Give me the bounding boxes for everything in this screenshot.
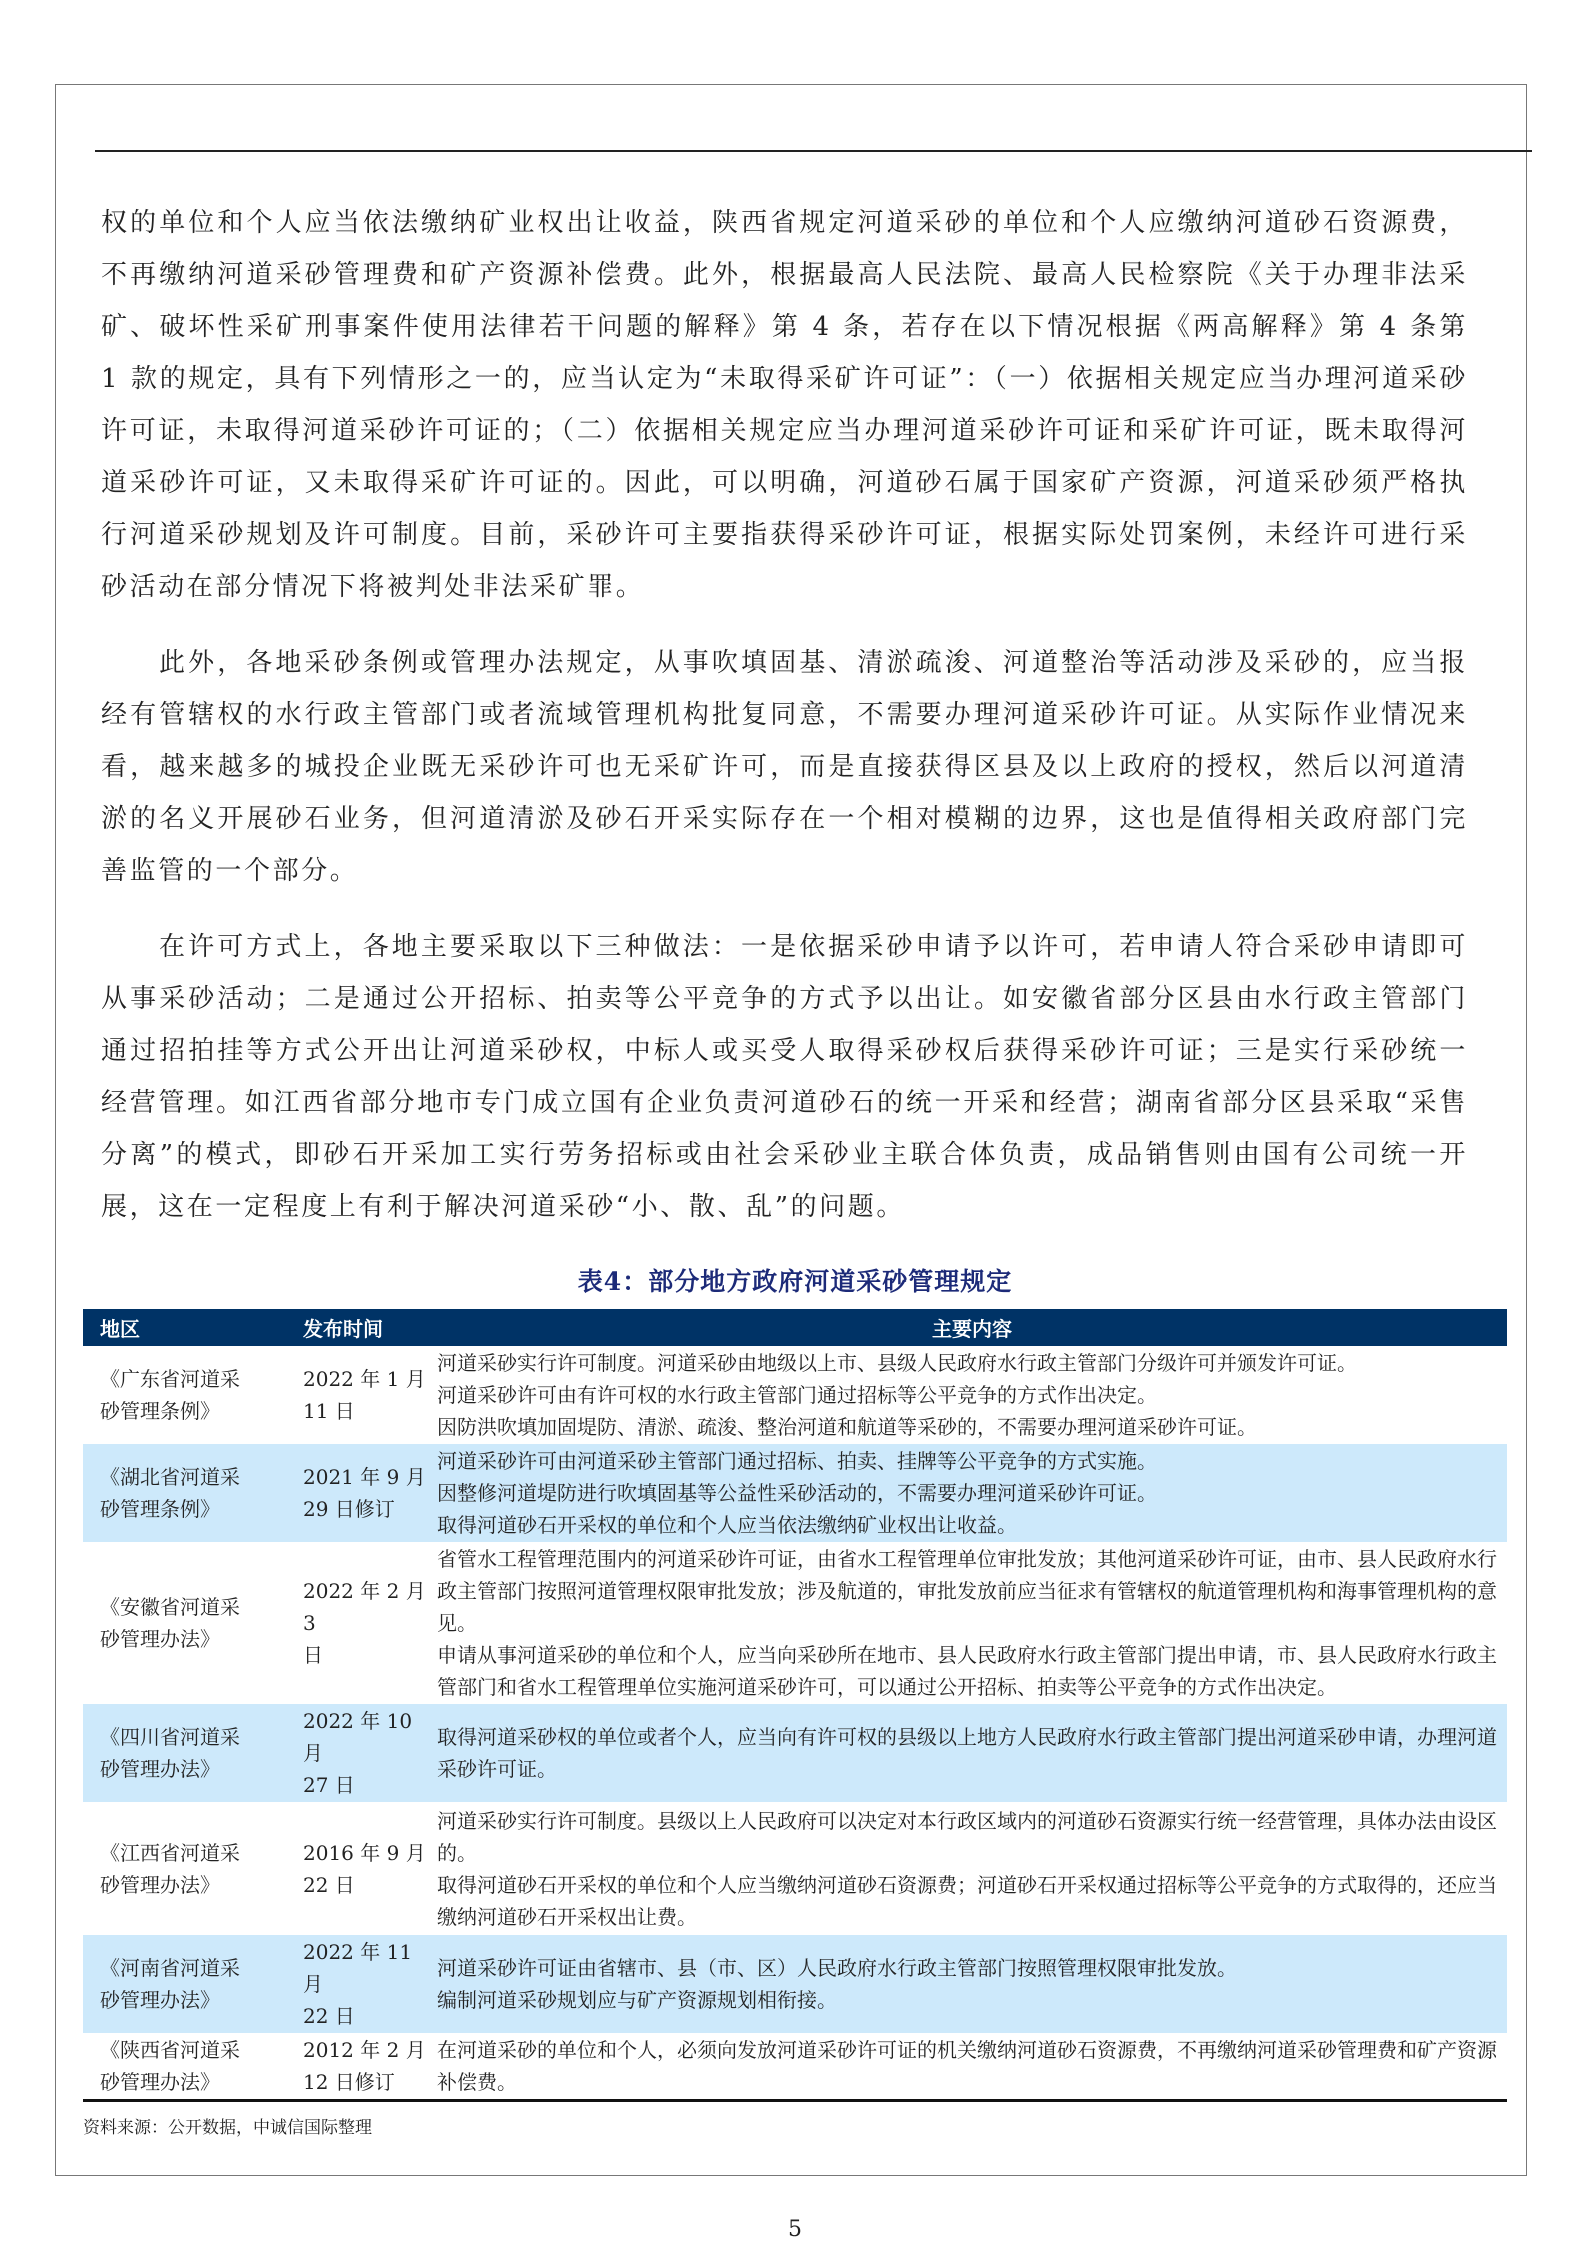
table-body <box>83 1346 1507 2099</box>
date-line: 11 日 <box>303 1399 355 1423</box>
header-rule <box>95 150 1532 152</box>
content-cell <box>437 1445 1507 1541</box>
table-row <box>83 1704 1507 1802</box>
date-line: 2022 年 2 月 3 <box>303 1579 426 1635</box>
content-cell <box>437 1347 1507 1443</box>
table-bottom-rule <box>83 2099 1507 2102</box>
date-line: 2022 年 1 月 <box>303 1367 426 1391</box>
region-name: 《湖北省河道采砂管理条例》 <box>100 1465 240 1521</box>
content-item: 取得河道砂石开采权的单位和个人应当缴纳河道砂石资源费；河道砂石开采权通过招标等公平竞争的方式取得的，还应当缴纳河道砂石开采权出让费。 <box>437 1872 1497 1929</box>
content-item: 取得河道砂石开采权的单位和个人应当依法缴纳矿业权出让收益。 <box>437 1513 1017 1537</box>
region-cell <box>83 1591 283 1655</box>
content-item: 河道采砂许可由河道采砂主管部门通过招标、拍卖、挂牌等公平竞争的方式实施。 <box>437 1449 1157 1473</box>
region-name: 《四川省河道采砂管理办法》 <box>100 1725 240 1781</box>
date-line: 2021 年 9 月 <box>303 1465 426 1489</box>
table-title: 表4：部分地方政府河道采砂管理规定 <box>577 1267 1013 1296</box>
date-line: 2012 年 2 月 <box>303 2038 426 2062</box>
date-line: 2016 年 9 月 <box>303 1840 426 1865</box>
region-name: 《陕西省河道采砂管理办法》 <box>100 2038 240 2094</box>
content-item: 因防洪吹填加固堤防、清淤、疏浚、整治河道和航道等采砂的，不需要办理河道采砂许可证。 <box>437 1415 1257 1439</box>
content-item: 河道采砂许可证由省辖市、县（市、区）人民政府水行政主管部门按照管理权限审批发放。 <box>437 1956 1237 1980</box>
date-line: 2022 年 10 月 <box>303 1709 413 1765</box>
date-line: 22 日 <box>303 2004 355 2028</box>
date-line: 27 日 <box>303 1773 355 1797</box>
content-cell <box>437 1805 1507 1933</box>
header-content: 主要内容 <box>932 1317 1012 1341</box>
date-cell <box>283 1705 437 1801</box>
body-paragraph-1: 权的单位和个人应当依法缴纳矿业权出让收益，陕西省规定河道采砂的单位和个人应缴纳河道砂石资源费，不再缴纳河道采砂管理费和矿产资源补偿费。此外，根据最高人民法院、最高人民检察院《关于办理非法采矿、破坏性采矿刑事案件使用法律若干问题的解释》第 4 条，若存在以下情况根据《两高解释》第 4 条第 1 款的规定，具有下列情形之一的，应当认定为“未取得采矿许可证”：（一）依据相关规定应当办理河道采砂许可证，未取得河道采砂许可证的；（二）依据相关规定应当办理河道采砂许可证和采矿许可证，既未取得河道采砂许可证，又未取得采矿许可证的。因此，可以明确，河道砂石属于国家矿产资源，河道采砂须严格执行河道采砂规划及许可制度。目前，采砂许可主要指获得采砂许可证，根据实际处罚案例，未经许可进行采砂活动在部分情况下将被判处非法采矿罪。 <box>101 208 1468 602</box>
source-note: 资料来源：公开数据，中诚信国际整理 <box>83 2118 372 2138</box>
content-item: 取得河道采砂权的单位或者个人，应当向有许可权的县级以上地方人民政府水行政主管部门提出河道采砂申请，办理河道采砂许可证。 <box>437 1725 1497 1781</box>
region-name: 《安徽省河道采砂管理办法》 <box>100 1595 240 1651</box>
date-line: 22 日 <box>303 1872 355 1897</box>
content-cell <box>437 1543 1507 1703</box>
content-item: 编制河道采砂规划应与矿产资源规划相衔接。 <box>437 1988 837 2012</box>
table-row <box>83 2033 1507 2099</box>
date-cell <box>283 1461 437 1525</box>
date-line: 日 <box>303 1643 323 1667</box>
table-header <box>83 1309 1507 1346</box>
region-name: 《江西省河道采砂管理办法》 <box>100 1840 240 1897</box>
content-item: 河道采砂许可由有许可权的水行政主管部门通过招标等公平竞争的方式作出决定。 <box>437 1383 1157 1407</box>
header-date: 发布时间 <box>303 1317 383 1341</box>
date-cell <box>283 1936 437 2032</box>
region-cell <box>83 1721 283 1785</box>
body-paragraph-3: 在许可方式上，各地主要采取以下三种做法：一是依据采砂申请予以许可，若申请人符合采砂申请即可从事采砂活动；二是通过公开招标、拍卖等公平竞争的方式予以出让。如安徽省部分区县由水行政主管部门通过招拍挂等方式公开出让河道采砂权，中标人或买受人取得采砂权后获得采砂许可证；三是实行采砂统一经营管理。如江西省部分地市专门成立国有企业负责河道砂石的统一开采和经营；湖南省部分区县采取“采售分离”的模式，即砂石开采加工实行劳务招标或由社会采砂业主联合体负责，成品销售则由国有公司统一开展，这在一定程度上有利于解决河道采砂“小、散、乱”的问题。 <box>101 932 1468 1222</box>
content-cell <box>437 2034 1507 2098</box>
region-cell <box>83 2034 283 2098</box>
page-number: 5 <box>788 2217 802 2242</box>
content-item: 河道采砂实行许可制度。河道采砂由地级以上市、县级人民政府水行政主管部门分级许可并颁发许可证。 <box>437 1351 1357 1375</box>
body-paragraph-2: 此外，各地采砂条例或管理办法规定，从事吹填固基、清淤疏浚、河道整治等活动涉及采砂的，应当报经有管辖权的水行政主管部门或者流域管理机构批复同意，不需要办理河道采砂许可证。从实际作业情况来看，越来越多的城投企业既无采砂许可也无采矿许可，而是直接获得区县及以上政府的授权，然后以河道清淤的名义开展砂石业务，但河道清淤及砂石开采实际存在一个相对模糊的边界，这也是值得相关政府部门完善监管的一个部分。 <box>101 648 1468 886</box>
region-name: 《河南省河道采砂管理办法》 <box>100 1956 240 2012</box>
content-cell <box>437 1721 1507 1785</box>
content-item: 因整修河道堤防进行吹填固基等公益性采砂活动的，不需要办理河道采砂许可证。 <box>437 1481 1157 1505</box>
date-cell <box>283 2034 437 2098</box>
table-row <box>83 1444 1507 1542</box>
table-row <box>83 1542 1507 1704</box>
region-name: 《广东省河道采砂管理条例》 <box>100 1367 240 1423</box>
table-row <box>83 1346 1507 1444</box>
date-cell <box>283 1837 437 1901</box>
content-cell <box>437 1952 1507 2016</box>
content-item: 省管水工程管理范围内的河道采砂许可证，由省水工程管理单位审批发放；其他河道采砂许可证，由市、县人民政府水行政主管部门按照河道管理权限审批发放；涉及航道的，审批发放前应当征求有管辖权的航道管理机构和海事管理机构的意见。 <box>437 1547 1497 1635</box>
regulations-table <box>83 1309 1507 2102</box>
content-item: 河道采砂实行许可制度。县级以上人民政府可以决定对本行政区域内的河道砂石资源实行统一经营管理，具体办法由设区的。 <box>437 1808 1497 1865</box>
table-row <box>83 1802 1507 1935</box>
date-line: 29 日修订 <box>303 1497 395 1521</box>
content-item: 申请从事河道采砂的单位和个人，应当向采砂所在地市、县人民政府水行政主管部门提出申请，市、县人民政府水行政主管部门和省水工程管理单位实施河道采砂许可，可以通过公开招标、拍卖等公平竞争的方式作出决定。 <box>437 1643 1497 1699</box>
header-region: 地区 <box>100 1317 140 1341</box>
date-line: 2022 年 11 月 <box>303 1940 413 1996</box>
region-cell <box>83 1837 283 1901</box>
region-cell <box>83 1952 283 2016</box>
content-item: 在河道采砂的单位和个人，必须向发放河道采砂许可证的机关缴纳河道砂石资源费，不再缴纳河道采砂管理费和矿产资源补偿费。 <box>437 2038 1497 2094</box>
page-content <box>83 197 1507 2244</box>
region-cell <box>83 1363 283 1427</box>
date-line: 12 日修订 <box>303 2070 395 2094</box>
table-row <box>83 1935 1507 2033</box>
date-cell <box>283 1363 437 1427</box>
date-cell <box>283 1575 437 1671</box>
region-cell <box>83 1461 283 1525</box>
